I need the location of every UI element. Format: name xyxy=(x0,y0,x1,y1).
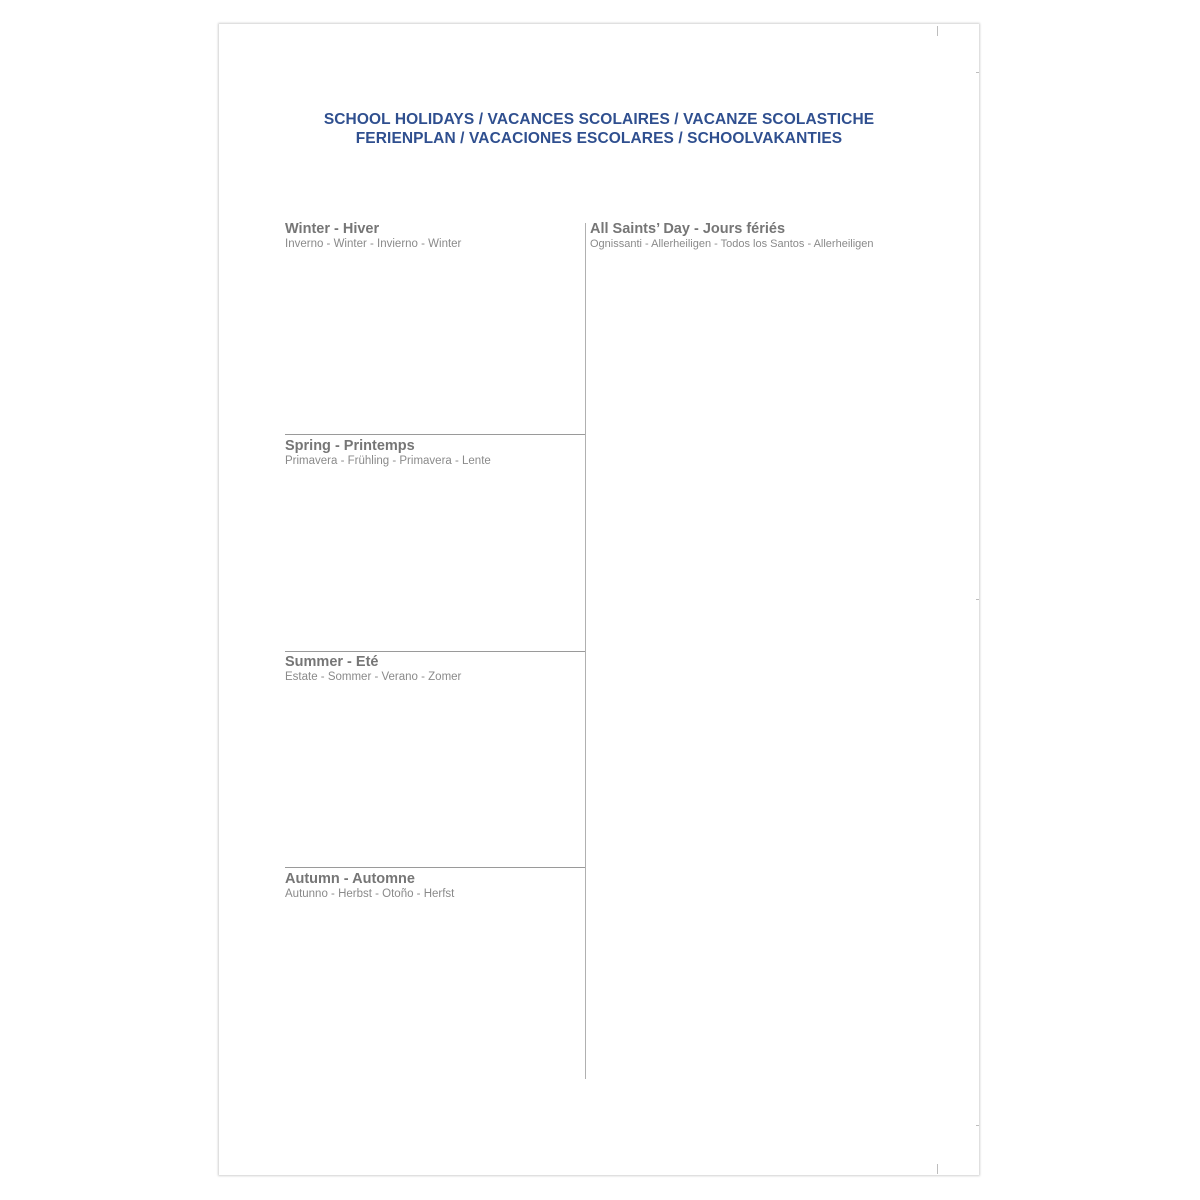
section-title: All Saints’ Day - Jours fériés xyxy=(590,221,786,237)
section-summer xyxy=(285,654,461,684)
section-subtitle: Primavera - Frühling - Primavera - Lente xyxy=(285,455,491,467)
section-autumn xyxy=(285,871,454,901)
section-subtitle: Autunno - Herbst - Otoño - Herfst xyxy=(285,888,455,900)
section-title: Summer - Eté xyxy=(285,654,379,670)
crop-mark-right-top xyxy=(976,72,979,73)
section-title: Spring - Printemps xyxy=(285,438,415,454)
crop-mark-right-mid xyxy=(976,599,979,600)
section-title: Winter - Hiver xyxy=(285,221,380,237)
section-holidays xyxy=(590,221,874,251)
section-title: Autumn - Automne xyxy=(285,871,415,887)
crop-mark-bottom xyxy=(937,1164,938,1174)
section-winter xyxy=(285,221,461,251)
title-line-1: SCHOOL HOLIDAYS / VACANCES SCOLAIRES / VACANZE SCOLASTICHE xyxy=(323,111,875,128)
section-divider-summer xyxy=(285,651,585,652)
crop-mark-top xyxy=(937,26,938,36)
document-page xyxy=(219,24,979,1175)
section-divider-autumn xyxy=(285,867,585,868)
page-title xyxy=(219,110,979,148)
section-subtitle: Ognissanti - Allerheiligen - Todos los Santos - Allerheiligen xyxy=(590,238,874,250)
section-spring xyxy=(285,438,491,468)
section-subtitle: Estate - Sommer - Verano - Zomer xyxy=(285,671,462,683)
crop-mark-right-bottom xyxy=(976,1125,979,1126)
section-divider-spring xyxy=(285,434,585,435)
column-divider xyxy=(585,223,586,1079)
title-line-2: FERIENPLAN / VACACIONES ESCOLARES / SCHOOLVAKANTIES xyxy=(355,130,843,147)
section-subtitle: Inverno - Winter - Invierno - Winter xyxy=(285,238,462,250)
